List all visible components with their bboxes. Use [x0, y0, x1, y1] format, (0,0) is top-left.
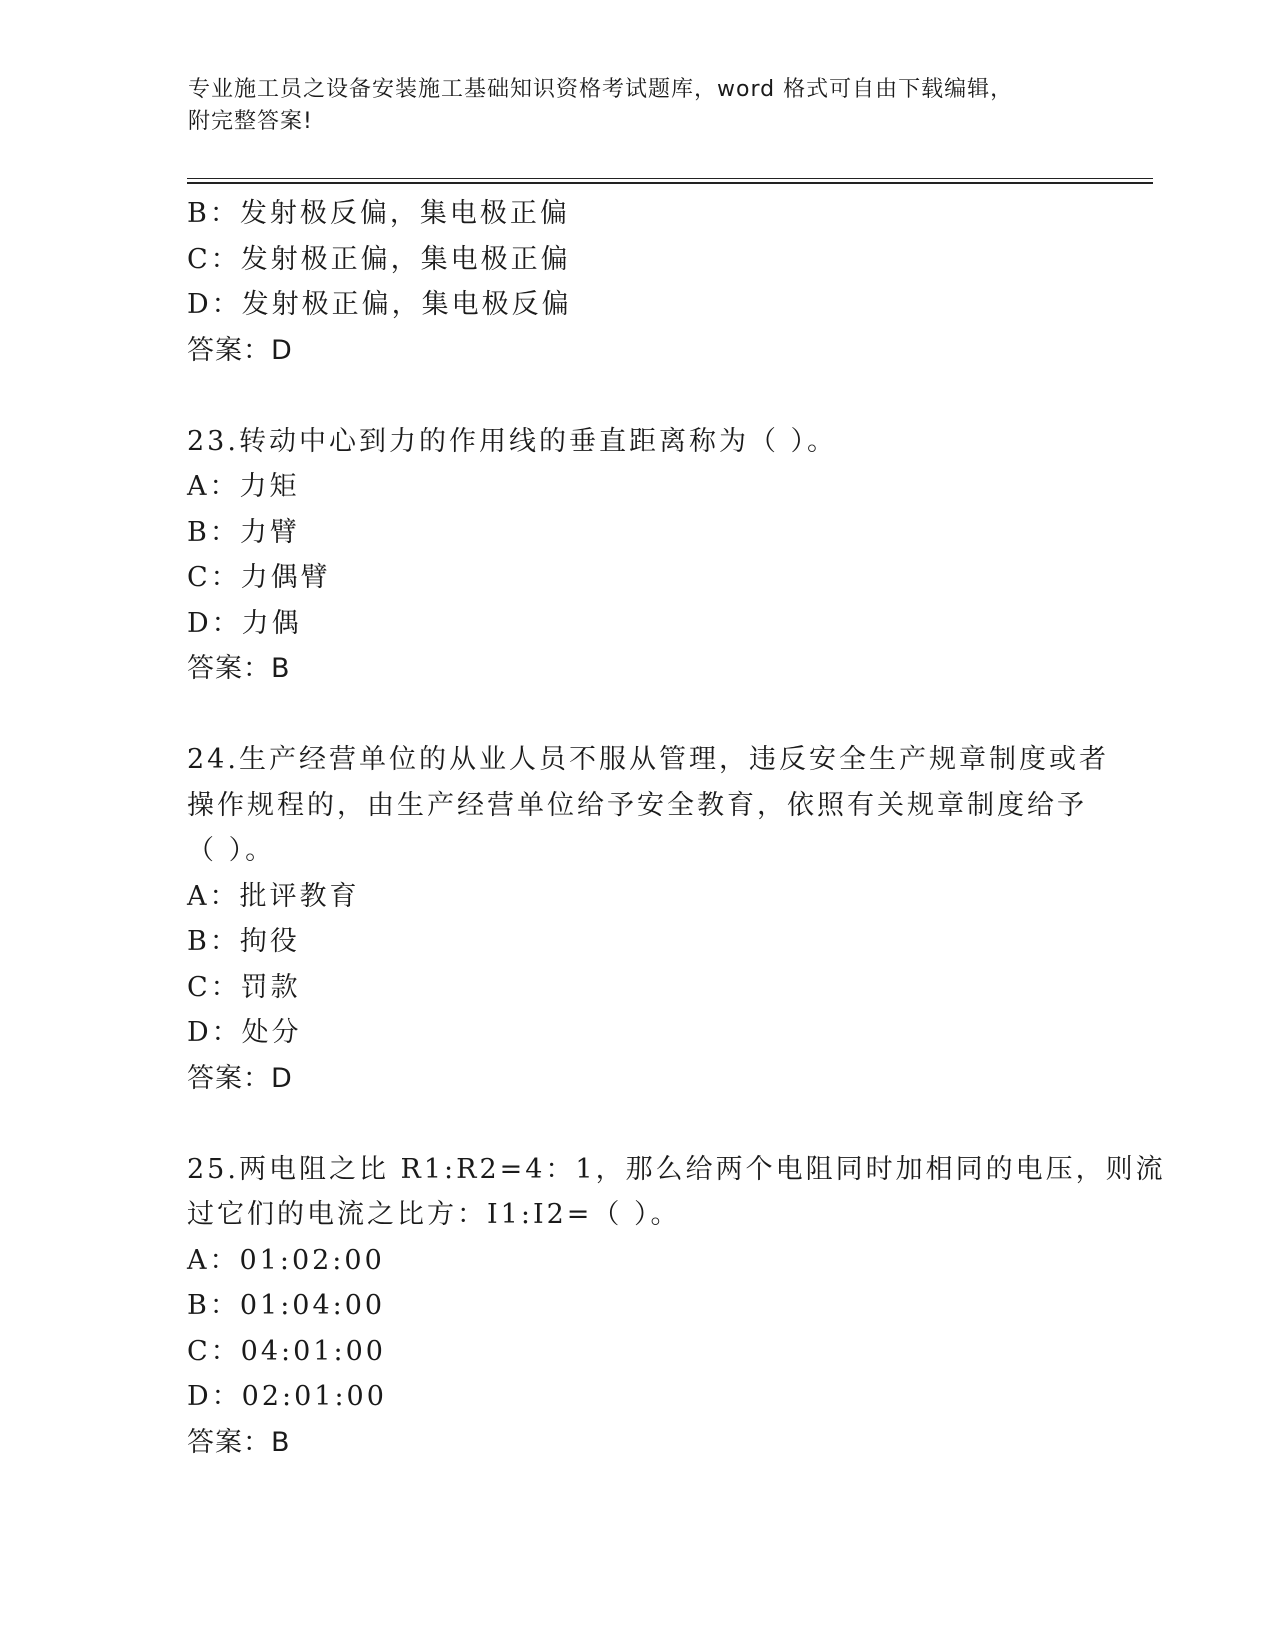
option-b: B：01:04:00 [187, 1290, 386, 1321]
question-25-block [187, 1147, 1166, 1466]
spacer [187, 692, 1087, 738]
option-d: D：处分 [187, 1017, 302, 1048]
answer: 答案：D [187, 334, 293, 366]
question-23-block [187, 419, 1087, 692]
spacer [187, 373, 1087, 419]
option-d: D：力偶 [187, 607, 302, 639]
question-text-line-1: 24.生产经营单位的从业人员不服从管理，违反安全生产规章制度或者 [187, 744, 1109, 775]
answer: 答案：B [187, 1426, 291, 1458]
question-text-line-1: 25.两电阻之比 R1:R2=4：1，那么给两个电阻同时加相同的电压，则流 [187, 1153, 1166, 1185]
option-c: C：04:01:00 [187, 1335, 386, 1367]
answer: 答案：D [187, 1062, 293, 1094]
option-a: A：01:02:00 [187, 1244, 385, 1276]
question-text-line-2: 过它们的电流之比方：I1:I2=（ ）。 [187, 1199, 681, 1230]
option-a: A：力矩 [187, 471, 300, 502]
option-c: C：力偶臂 [187, 562, 331, 593]
document-header [188, 74, 1088, 138]
option-d: D：发射极正偏，集电极反偏 [187, 289, 572, 320]
answer: 答案：B [187, 653, 291, 684]
option-a: A：批评教育 [187, 880, 360, 912]
prev-question-block [187, 191, 1087, 373]
option-c: C：罚款 [187, 971, 301, 1003]
option-c: C：发射极正偏，集电极正偏 [187, 243, 571, 275]
option-d: D：02:01:00 [187, 1381, 387, 1412]
header-line-2: 附完整答案! [188, 109, 313, 134]
header-line-1: 专业施工员之设备安装施工基础知识资格考试题库，word 格式可自由下载编辑， [188, 77, 1014, 102]
header-divider-thin [187, 178, 1153, 179]
question-text-line-2: 操作规程的，由生产经营单位给予安全教育，依照有关规章制度给予 [187, 789, 1087, 821]
spacer [187, 1101, 1087, 1147]
question-list [187, 191, 1166, 1465]
option-b: B：力臂 [187, 516, 300, 548]
option-b: B：拘役 [187, 926, 300, 957]
option-b: B：发射极反偏，集电极正偏 [187, 198, 570, 229]
header-divider-thick [187, 182, 1153, 184]
question-24-block [187, 737, 1109, 1101]
question-text: 23.转动中心到力的作用线的垂直距离称为（ ）。 [187, 425, 838, 457]
question-text-line-3: （ ）。 [187, 835, 276, 866]
